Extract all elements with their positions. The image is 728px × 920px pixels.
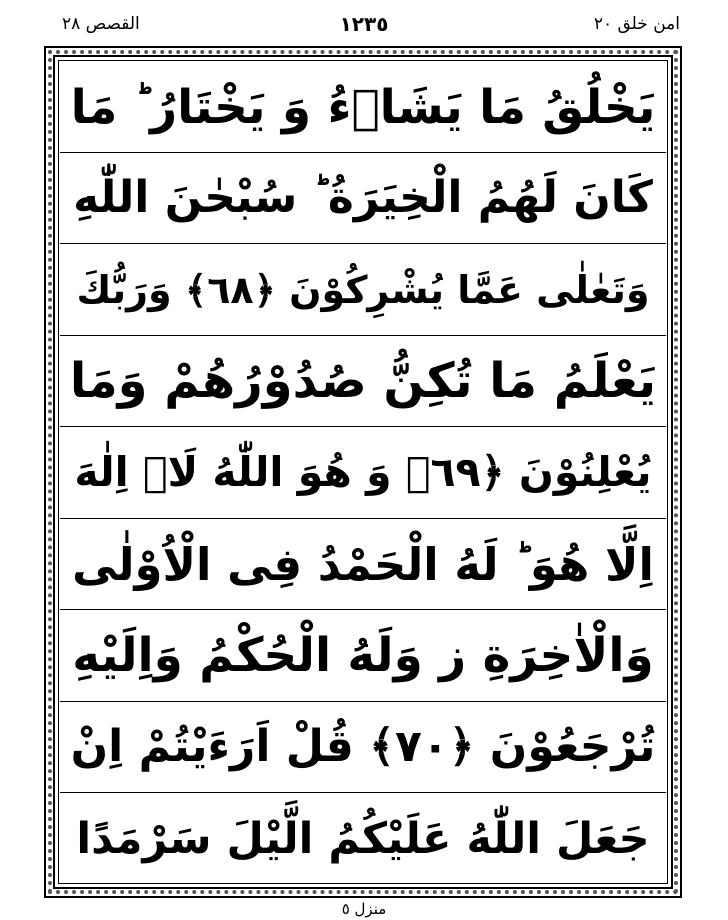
page-number: ١٢٣٥ (339, 12, 389, 36)
line-text: كَانَ لَهُمُ الْخِيَرَةُ ؕ سُبْحٰنَ اللّٰهِ (73, 172, 653, 223)
text-line (60, 244, 666, 336)
text-line (60, 519, 666, 610)
text-line (60, 427, 666, 519)
surah-name: القصص ٢٨ (62, 14, 140, 34)
line-text: وَالْاٰخِرَةِ ز وَلَهُ الْحُكْمُ وَاِلَيْهِ (72, 628, 654, 683)
text-line (60, 702, 666, 793)
page-header (0, 0, 728, 44)
text-lines (60, 62, 666, 882)
line-text: يَعْلَمُ مَا تُكِنُّ صُدُوْرُهُمْ وَمَا (69, 353, 657, 409)
para-name: امن خلق ٢٠ (593, 14, 680, 34)
text-line (60, 153, 666, 244)
text-line (60, 610, 666, 702)
line-text: اِلَّا هُوَ ؕ لَهُ الْحَمْدُ فِى الْاُوْلٰى (72, 537, 654, 591)
line-text: يَخْلُقُ مَا يَشَاۤءُ وَ يَخْتَارُ ؕ مَا (70, 79, 656, 135)
manzil-footer: منزل ٥ (341, 900, 387, 918)
line-text: يُعْلِنُوْنَ ﴿٦٩﴾ وَ هُوَ اللّٰهُ لَاۤ اِلٰهَ (74, 448, 652, 496)
text-line (60, 793, 666, 886)
line-text: جَعَلَ اللّٰهُ عَلَيْكُمُ الَّيْلَ سَرْمَدًا (76, 814, 650, 864)
text-line (60, 62, 666, 153)
page-border (44, 46, 682, 898)
text-line (60, 336, 666, 427)
line-text: وَتَعٰلٰى عَمَّا يُشْرِكُوْنَ ﴿٦٨﴾ وَرَبُّكَ (76, 267, 650, 312)
line-text: تُرْجَعُوْنَ ﴿٧٠﴾ قُلْ اَرَءَيْتُمْ اِنْ (70, 721, 656, 772)
